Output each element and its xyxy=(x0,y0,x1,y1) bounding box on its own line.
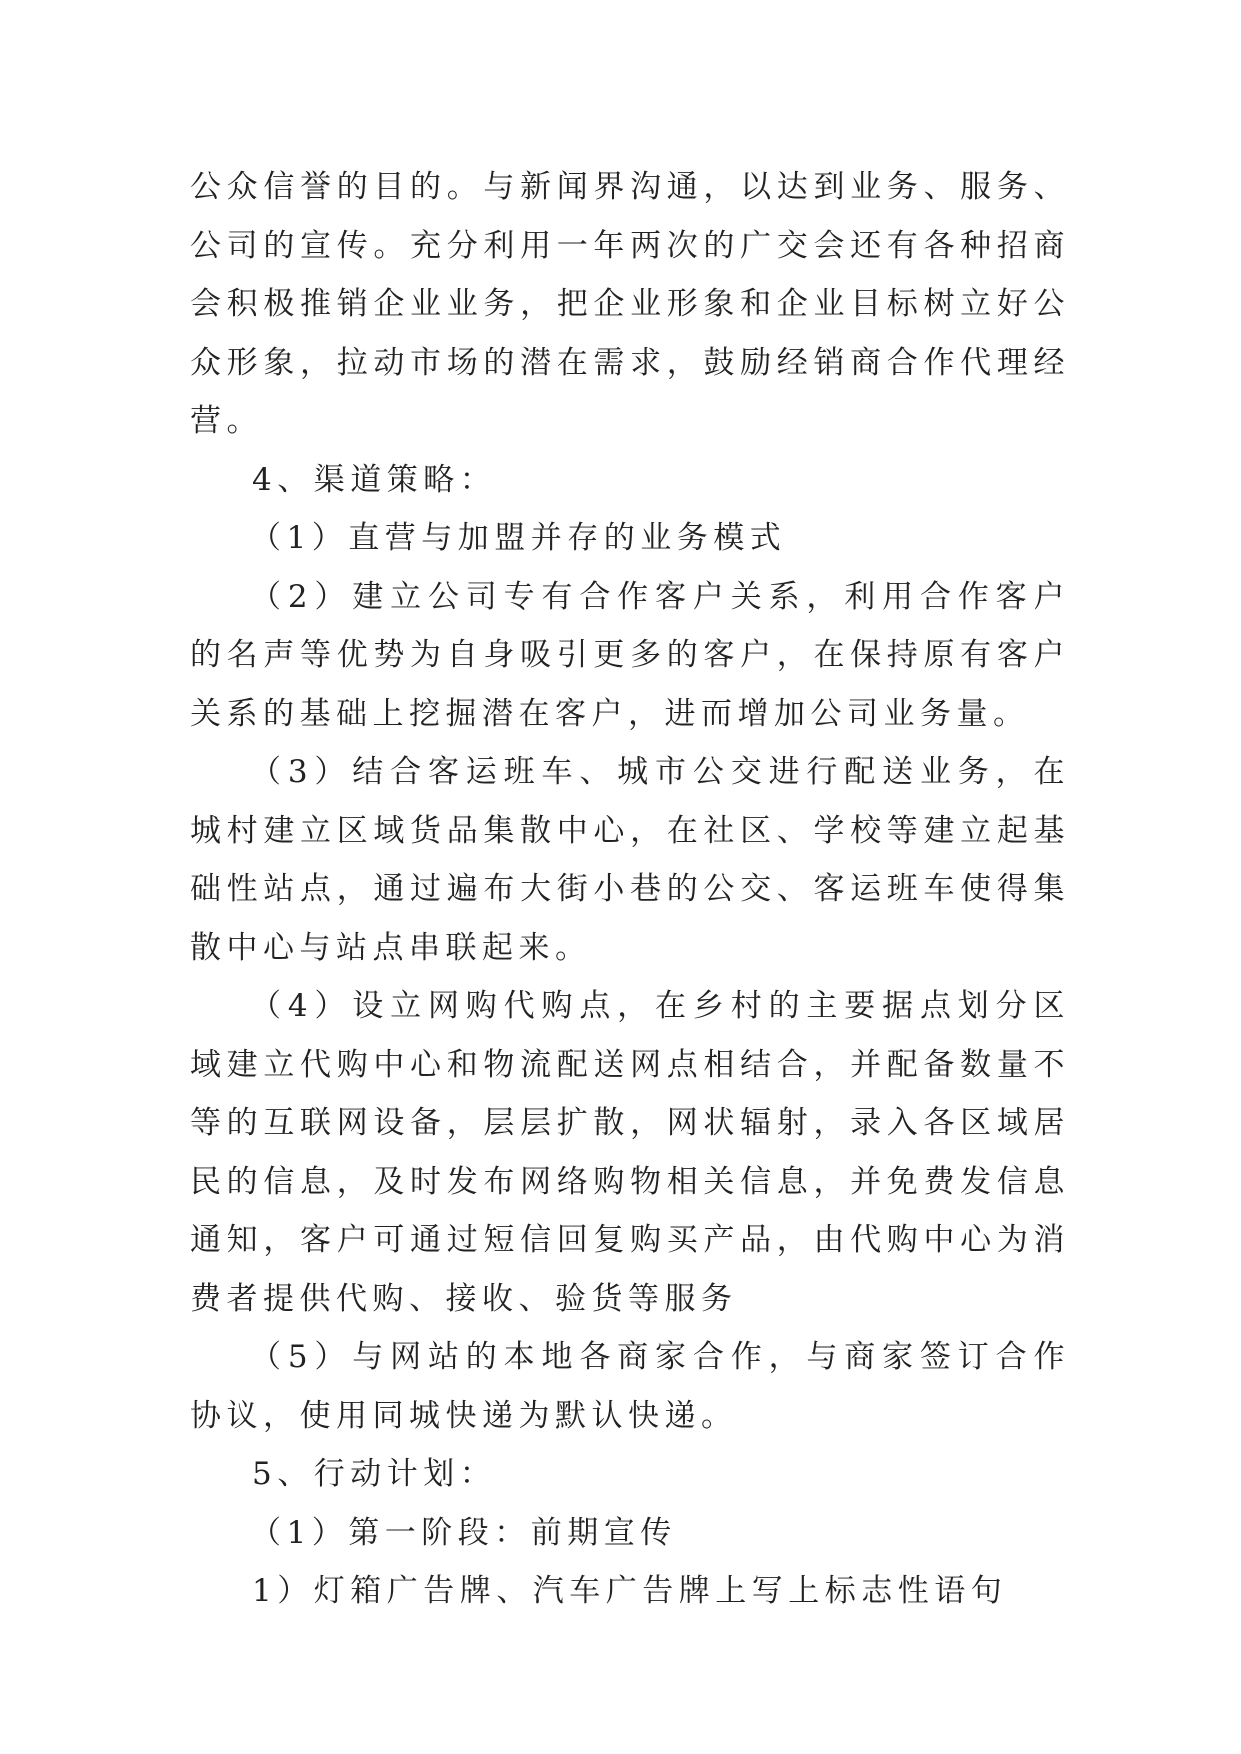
list-item-bus-delivery: （3）结合客运班车、城市公交进行配送业务，在城村建立区域货品集散中心，在社区、学校等建立起基础性站点，通过遍布大街小巷的公交、客运班车使得集散中心与站点串联起来。 xyxy=(190,754,1070,966)
list-item-direct-and-franchise: （1）直营与加盟并存的业务模式 xyxy=(250,520,787,556)
list-item-purchase-points: （4）设立网购代购点，在乡村的主要据点划分区域建立代购中心和物流配送网点相结合，并配备数量不等的互联网设备，层层扩散，网状辐射，录入各区域居民的信息，及时发布网络购物相关信息，并免费发信息通知，客户可通过短信回复购买产品，由代购中心为消费者提供代购、接收、验货等服务 xyxy=(190,988,1070,1317)
list-item-billboards: 1）灯箱广告牌、汽车广告牌上写上标志性语句 xyxy=(252,1573,1008,1609)
paragraph-public-reputation: 公众信誉的目的。与新闻界沟通，以达到业务、服务、公司的宣传。充分利用一年两次的广交会还有各种招商会积极推销企业业务，把企业形象和企业目标树立好公众形象，拉动市场的潜在需求，鼓励经销商合作代理经营。 xyxy=(190,169,1070,439)
heading-channel-strategy: 4、渠道策略： xyxy=(252,461,497,498)
list-item-phase-one: （1）第一阶段：前期宣传 xyxy=(250,1514,677,1551)
heading-action-plan: 5、行动计划： xyxy=(252,1456,497,1492)
document-body xyxy=(190,158,1070,1621)
list-item-local-merchants: （5）与网站的本地各商家合作，与商家签订合作协议，使用同城快递为默认快递。 xyxy=(190,1339,1070,1434)
list-item-partner-relations: （2）建立公司专有合作客户关系，利用合作客户的名声等优势为自身吸引更多的客户，在保持原有客户关系的基础上挖掘潜在客户，进而增加公司业务量。 xyxy=(190,578,1070,732)
